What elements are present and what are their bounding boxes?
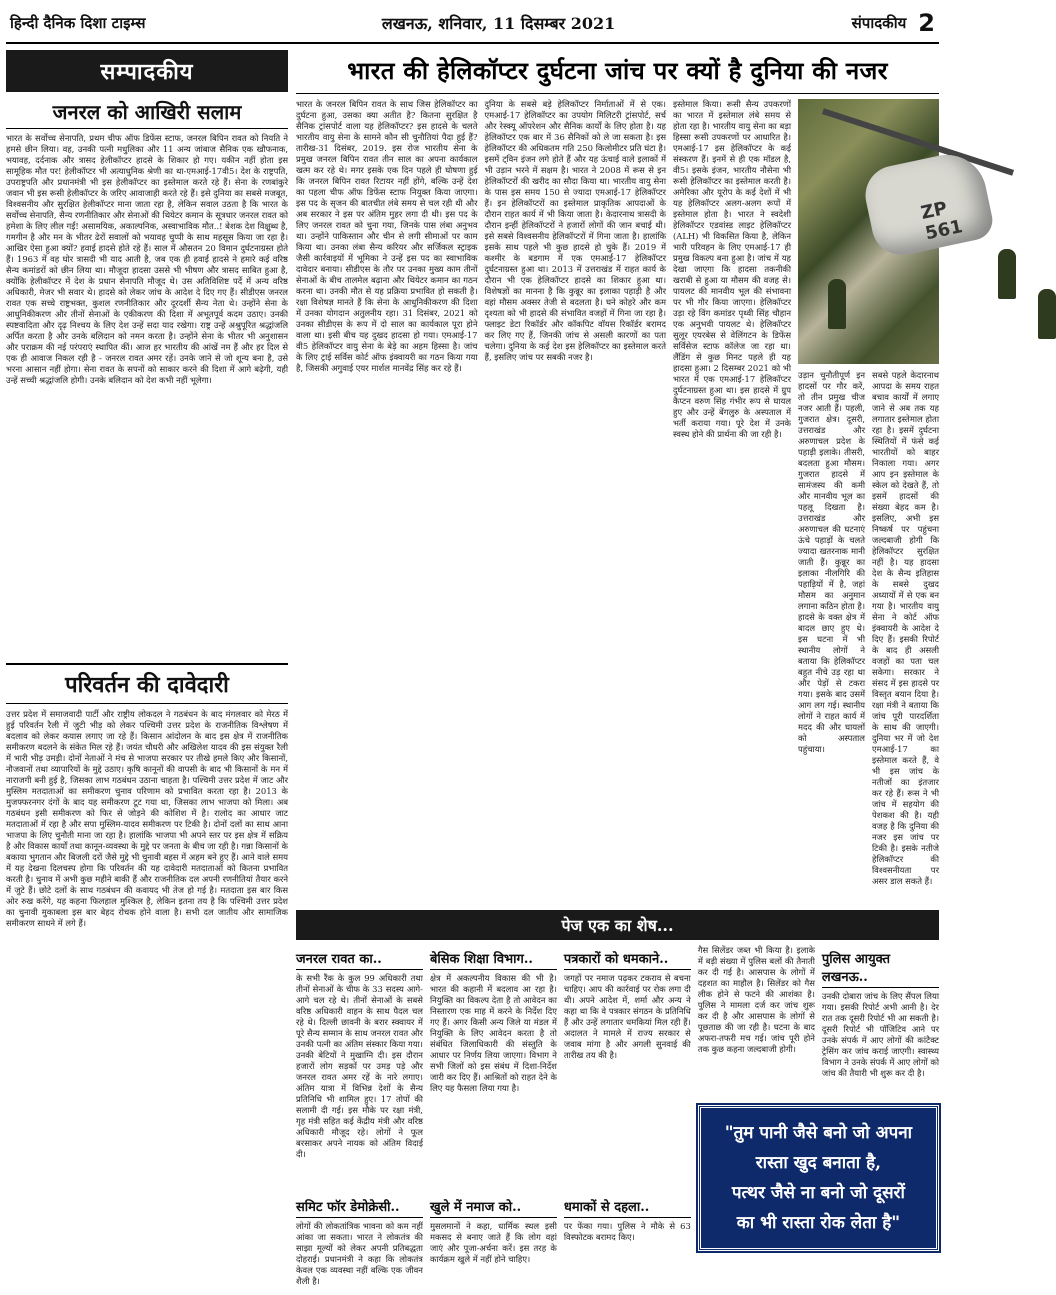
continuation-body: जगहों पर नमाज पढ़कर टकराव से बचना चाहिए। आप की कार्रवाई पर रोक लगा दी थी। अपने आदेश में, शर्मा और अन्य ने कहा था कि वे पत्रकार संगठन के प्रतिनिधि हैं और उन्हें लगातार धमकियां मिल रही हैं। अदालत ने मामले में राज्य सरकार से जवाब मांगा है और अगली सुनवाई की तारीख तय की है। xyxy=(563,973,691,1060)
peja-banner: पेज एक का शेष... xyxy=(296,910,939,940)
quote-line: "तुम पानी जैसे बनो जो अपना xyxy=(724,1123,913,1143)
continuation-body: पर फेंका गया। पुलिस ने मौके से 63 विस्फोटक बरामद किए। xyxy=(563,1221,691,1242)
continuation-body: उनकी दोबारा जांच के लिए सैंपल लिया गया। इसकी रिपोर्ट अभी आनी है। देर रात तक दूसरी रिपोर्ट भी आ सकती है। दूसरी रिपोर्ट भी पॉजिटिव आने पर उनके संपर्क में आए लोगों की कांटैक्ट ट्रेसिंग कर जांच कराई जाएगी। स्वास्थ्य विभाग ने उनके संपर्क में आए लोगों को जांच की तैयारी भी शुरू कर दी है। xyxy=(821,991,939,1078)
page-number: 2 xyxy=(918,9,935,37)
continuation-body: गैस सिलेंडर जब्त भी किया है। इलाके में बड़ी संख्या में पुलिस बलों की तैनाती कर दी गई है। आसपास के लोगों में दहशत का माहौल है। सिलेंडर को गैस लीक होने से फटने की आशंका है। पुलिस ने मामला दर्ज कर जांच शुरू कर दी है और आसपास के लोगों से पूछताछ की जा रही है। घटना के बाद अफरा-तफरी मच गई। जांच पूरी होने तक कुछ कहना जल्दबाजी होगी। xyxy=(697,945,815,1054)
continuation-title: जनरल रावत का.. xyxy=(296,949,423,970)
continuation-body: के सभी रैंक के कुल 99 अधिकारी तथा तीनों सेनाओं के चीफ के 33 सदस्य आगे-आगे चल रहे थे। तीनों सेनाओं के सबसे वरिष्ठ अधिकारी वाहन के साथ पैदल चल रहे थे। दिल्ली छावनी के बरार स्क्वायर में पूरे सैन्य सम्मान के साथ जनरल रावत और उनकी पत्नी का अंतिम संस्कार किया गया। उनकी बेटियों ने मुखाग्नि दी। इस दौरान हजारों लोग सड़कों पर उमड़ पड़े और जनरल रावत अमर रहें के नारे लगाए। अंतिम यात्रा में विभिन्न देशों के सैन्य प्रतिनिधि भी शामिल हुए। 17 तोपों की सलामी दी गई। इस मौके पर रक्षा मंत्री, गृह मंत्री सहित कई केंद्रीय मंत्री और वरिष्ठ अधिकारी मौजूद रहे। लोगों ने फूल बरसाकर अपने नायक को अंतिम विदाई दी। xyxy=(296,973,423,1159)
continuation-title: पत्रकारों को धमकाने.. xyxy=(564,949,691,970)
continuation-title: बेसिक शिक्षा विभाग.. xyxy=(430,949,557,970)
editorial-body: भारत के सर्वोच्च सेनापति, प्रथम चीफ ऑफ डिफेंस स्टाफ, जनरल बिपिन रावत को नियति ने हमसे छीन लिया। वह, उनकी पत्नी मधुलिका और 11 अन्य जांबाज सैनिक एक खौफनाक, भयावह, दर्दनाक और त्रासद हेलीकॉप्टर हादसे के शिकार हो गए। यकीन नहीं होता इस सामूहिक मौत पर! हेलीकॉप्टर भी अत्याधुनिक श्रेणी का था-एमआई-17वी5। देश के राष्ट्रपति, उपराष्ट्रपति और प्रधानमंत्री भी इस हेलीकॉप्टर का इस्तेमाल करते रहे हैं। सेना के रणबांकुरे जवान भी इस रूसी हेलीकॉप्टर के जरिए आवाजाही करते रहे हैं। इसे दुनिया का सबसे मजबूत, विश्वसनीय और सुरक्षित हेलीकॉप्टर माना जाता रहा है, लेकिन सवाल उठता है कि भारत के सर्वोच्च सेनापति, सैन्य रणनीतिकार और सेनाओं की थियेटर कमान के सूत्रधार जनरल रावत को हमेशा के लिए लील गईं! असामयिक, अकाल्पनिक, अस्वाभाविक मौत..! बेशक देश विक्षुब्ध है, गमगीन है और मन के भीतर ढेरों सवालों को भयावह चुप्पी के साथ महसूस किया जा रहा है। आखिर ऐसा हुआ क्यों? हवाई हादसे होते रहे हैं। साल में औसतन 20 विमान दुर्घटनाग्रस्त होते हैं। 1963 में वह घोर त्रासदी भी याद आती है, जब एक ही हवाई हादसे ने हमारे कई वरिष्ठ सैन्य कमांडरों को छीन लिया था। मौजूदा हादसा उससे भी भीषण और त्रासद साबित हुआ है, क्योंकि हेलीकॉप्टर में देश के प्रधान सेनापति मौजूद थे। उस अतिविशिष्ट पर्दे में अन्य वरिष्ठ अधिकारी, मेजर भी सवार थे। हादसे को लेकर जांच के आदेश दे दिए गए हैं। सीडीएस जनरल रावत एक सच्चे राष्ट्रभक्त, कुशल रणनीतिकार और दूरदर्शी सैन्य नेता थे। उन्होंने सेना के आधुनिकीकरण और तीनों सेनाओं के एकीकरण की दिशा में अभूतपूर्व कदम उठाए। उनकी स्पष्टवादिता और दृढ़ निश्चय के लिए देश उन्हें सदा याद रखेगा। राष्ट्र उन्हें अश्रुपूरित श्रद्धांजलि अर्पित करता है और उनके बलिदान को नमन करता है। उन्होंने सेना के भीतर भी अनुशासन और पराक्रम की नई परंपराएं स्थापित कीं। आज हर भारतीय की आंखें नम हैं और हर दिल से एक ही आवाज निकल रही है - जनरल रावत अमर रहें। उनके जाने से जो शून्य बना है, उसे भरना आसान नहीं होगा। सेना रावत के सपनों को साकार करने की दिशा में आगे बढ़ेगी, यही उन्हें सच्ची श्रद्धांजलि होगी। उनके बलिदान को देश कभी नहीं भूलेगा। xyxy=(6,133,288,385)
quote-box xyxy=(698,1105,939,1251)
dateline: लखनऊ, शनिवार, 11 दिसम्बर 2021 xyxy=(381,14,616,33)
editorial-title: जनरल को आखिरी सलाम xyxy=(6,98,288,129)
continuation-title: धमाकों से दहला.. xyxy=(564,1197,691,1218)
peja-section xyxy=(296,910,939,1291)
crash-photo xyxy=(798,99,965,364)
continuation-title: समिट फॉर डेमोक्रेसी.. xyxy=(296,1197,423,1218)
davedari-body: उत्तर प्रदेश में समाजवादी पार्टी और राष्ट्रीय लोकदल ने गठबंधन के बाद मंगलवार को मेरठ में हुई परिवर्तन रैली में जुटी भीड़ को लेकर पश्चिमी उत्तर प्रदेश के राजनीतिक विश्लेषण में बदलाव को लेकर कयास लगाए जा रहे हैं। किसान आंदोलन के बाद इस क्षेत्र में राजनीतिक समीकरण बदलने के संकेत मिल रहे हैं। जयंत चौधरी और अखिलेश यादव की इस संयुक्त रैली में भारी भीड़ उमड़ी। दोनों नेताओं ने मंच से भाजपा सरकार पर तीखे हमले किए और किसानों, नौजवानों तथा व्यापारियों के मुद्दे उठाए। कृषि कानूनों की वापसी के बाद भी किसानों के मन में नाराजगी बनी हुई है, जिसका लाभ गठबंधन उठाना चाहता है। पश्चिमी उत्तर प्रदेश में जाट और मुस्लिम मतदाताओं का समीकरण चुनाव परिणाम को प्रभावित करता रहा है। 2013 के मुजफ्फरनगर दंगों के बाद यह समीकरण टूट गया था, जिसका लाभ भाजपा को मिला। अब गठबंधन इसी समीकरण को फिर से जोड़ने की कोशिश में है। रालोद का आधार जाट मतदाताओं में रहा है और सपा मुस्लिम-यादव समीकरण पर टिकी है। दोनों दलों का साथ आना भाजपा के लिए चुनौती माना जा रहा है। हालांकि भाजपा भी अपने स्तर पर इस क्षेत्र में सक्रिय है और विकास कार्यों तथा कानून-व्यवस्था के मुद्दे पर जनता के बीच जा रही है। गन्ना किसानों के बकाया भुगतान और बिजली दरों जैसे मुद्दे भी चुनावी बहस में अहम बने हुए हैं। आने वाले समय में यह देखना दिलचस्प होगा कि परिवर्तन की यह दावेदारी मतदाताओं को कितना प्रभावित करती है। चुनाव में अभी कुछ महीने बाकी हैं और राजनीतिक दल अपनी रणनीतियां तैयार करने में जुटे हैं। छोटे दलों के साथ गठबंधन की कवायद भी तेज हो गई है। मतदाता इस बार किस ओर रुख करेंगे, यह कहना फिलहाल मुश्किल है, लेकिन इतना तय है कि पश्चिमी उत्तर प्रदेश का चुनावी मुकाबला इस बार बेहद रोचक होने वाला है। सभी दल जातीय और सामाजिक समीकरण साधने में लगे हैं। xyxy=(6,709,288,928)
quote-line: पत्थर जैसे ना बनो जो दूसरों xyxy=(731,1183,905,1203)
quote-line: का भी रास्ता रोक लेता है" xyxy=(736,1213,901,1233)
article-col-2: दुनिया के सबसे बड़े हेलिकॉप्टर निर्माताओं में से एक। एमआई-17 हेलिकॉप्टर का उपयोग मिलिटरी ट्रांसपोर्ट, सर्च और रेस्क्यू ऑपरेशन और सैनिक कार्यों के लिए होता है। यह हेलिकॉप्टर एक बार में 36 सैनिकों को ले जा सकता है। इस हेलिकॉप्टर की अधिकतम गति 250 किलोमीटर प्रति घंटा है। इसमें ट्विन इंजन लगे होते हैं और यह ऊंचाई वाले इलाकों में भी उड़ान भरने में सक्षम है। भारत ने 2008 में रूस से इन हेलिकॉप्टरों की खरीद का सौदा किया था। भारतीय वायु सेना के पास इस समय 150 से ज्यादा एमआई-17 हेलिकॉप्टर हैं। इन हेलिकॉप्टरों का इस्तेमाल प्राकृतिक आपदाओं के दौरान राहत कार्य में भी किया जाता है। केदारनाथ त्रासदी के दौरान इन्हीं हेलिकॉप्टरों ने हजारों लोगों की जान बचाई थी। इसे सबसे विश्वसनीय हेलिकॉप्टरों में गिना जाता है। हालांकि इसके साथ पहले भी कुछ हादसे हो चुके हैं। 2019 में कश्मीर के बडगाम में एक एमआई-17 हेलिकॉप्टर दुर्घटनाग्रस्त हुआ था। 2013 में उत्तराखंड में राहत कार्य के दौरान भी एक हेलिकॉप्टर हादसे का शिकार हुआ था। विशेषज्ञों का मानना है कि कुन्नूर का इलाका पहाड़ी है और वहां मौसम अक्सर तेजी से बदलता है। घने कोहरे और कम दृश्यता को भी हादसे की संभावित वजहों में गिना जा रहा है। फ्लाइट डेटा रिकॉर्डर और कॉकपिट वॉयस रिकॉर्डर बरामद कर लिए गए हैं, जिनकी जांच से असली कारणों का पता चलेगा। दुनिया के कई देश इस हेलिकॉप्टर का इस्तेमाल करते हैं, इसलिए जांच पर सबकी नजर है। xyxy=(484,99,666,362)
continuation-title: पुलिस आयुक्त लखनऊ.. xyxy=(822,949,939,988)
continuation-body: मुसलमानों ने कहा, धार्मिक स्थल इसी मकसद से बनाए जाते हैं कि लोग वहां जाएं और पूजा-अर्चना करें। इस तरह के कार्यक्रम खुले में नहीं होने चाहिए। xyxy=(429,1221,557,1264)
quote-line: रास्ता खुद बनाता है, xyxy=(755,1153,882,1173)
section-name: संपादकीय xyxy=(851,14,907,32)
main-headline: भारत की हेलिकॉप्टर दुर्घटना जांच पर क्यों है दुनिया की नजर xyxy=(296,50,939,94)
helicopter-registration: ZP 561 xyxy=(919,197,965,245)
editorial-banner: सम्पादकीय xyxy=(6,50,288,92)
continuation-body: क्षेत्र में अकल्पनीय विकास की भी है। भारत की कहानी में बदलाव आ रहा है। नियुक्ति का विकल्प देता है तो आवेदन का निस्तारण एक माह में करने के निर्देश दिए गए हैं। अगर किसी अन्य जिले या मंडल में नियुक्ति के लिए आवेदन करता है तो संबंधित जिलाधिकारी की संस्तुति के आधार पर निर्णय लिया जाएगा। विभाग ने सभी जिलों को इस संबंध में दिशा-निर्देश जारी कर दिए हैं। आश्रितों को राहत देने के लिए यह फैसला लिया गया है। xyxy=(429,973,557,1093)
continuation-body: लोगों की लोकतांत्रिक भावना को कम नहीं आंका जा सकता। भारत ने लोकतंत्र की साझा मूल्यों को लेकर अपनी प्रतिबद्धता दोहराई। प्रधानमंत्री ने कहा कि लोकतंत्र केवल एक व्यवस्था नहीं बल्कि एक जीवन शैली है। xyxy=(296,1221,423,1286)
editorial-column xyxy=(6,50,288,1291)
article-col-5: सबसे पहले केदारनाथ आपदा के समय राहत बचाव कार्यों में लगाए जाने से अब तक यह लगातार इस्तेमाल होता रहा है। इसमें दुर्घटना स्थितियों में फंसे कई भारतीयों को बाहर निकाला गया। अगर आप इन इस्तेमाल के स्केल को देखते हैं, तो इसमें हादसों की संख्या बेहद कम है। इसलिए, अभी इस निष्कर्ष पर पहुंचना जल्दबाजी होगी कि हेलिकॉप्टर सुरक्षित नहीं है। यह हादसा देश के सैन्य इतिहास के सबसे दुखद अध्यायों में से एक बन गया है। भारतीय वायु सेना ने कोर्ट ऑफ इंक्वायरी के आदेश दे दिए हैं। इसकी रिपोर्ट के बाद ही असली वजहों का पता चल सकेगा। सरकार ने संसद में इस हादसे पर विस्तृत बयान दिया है। रक्षा मंत्री ने बताया कि जांच पूरी पारदर्शिता के साथ की जाएगी। दुनिया भर में जो देश एमआई-17 का इस्तेमाल करते हैं, वे भी इस जांच के नतीजों का इंतजार कर रहे हैं। रूस ने भी जांच में सहयोग की पेशकश की है। यही वजह है कि दुनिया की नजर इस जांच पर टिकी है। इसके नतीजे हेलिकॉप्टर की विश्वसनीयता पर असर डाल सकते हैं। xyxy=(872,370,939,886)
continuation-title: खुले में नमाज को.. xyxy=(430,1197,557,1218)
masthead xyxy=(6,4,939,44)
paper-name: हिन्दी दैनिक दिशा टाइम्स xyxy=(10,14,146,32)
article-col-4: उड़ान चुनौतीपूर्ण इन हादसों पर गौर करें, तो तीन प्रमुख चीज नजर आती हैं। पहली, गुजरात क्षेत्र। दूसरी, उत्तराखंड और अरुणाचल प्रदेश के पहाड़ी इलाके। तीसरी, बदलता हुआ मौसम। गुजरात हादसे में सामंजस्य की कमी और मानवीय भूल का पहलू दिखता है। उत्तराखंड और अरुणाचल की घटनाएं ऊंचे पहाड़ों के चलते ज्यादा खतरनाक मानी जाती हैं। कुन्नूर का इलाका नीलगिरि की पहाड़ियों में है, जहां मौसम का अनुमान लगाना कठिन होता है। हादसे के वक्त क्षेत्र में बादल छाए हुए थे। इस घटना में भी स्थानीय लोगों ने बताया कि हेलिकॉप्टर बहुत नीचे उड़ रहा था और पेड़ों से टकरा गया। इसके बाद उसमें आग लग गई। स्थानीय लोगों ने राहत कार्य में मदद की और घायलों को अस्पताल पहुंचाया। xyxy=(798,370,865,754)
article-col-3: इस्तेमाल किया। रूसी सैन्य उपकरणों का भारत में इस्तेमाल लंबे समय से होता रहा है। भारतीय वायु सेना का बड़ा हिस्सा रूसी उपकरणों पर आधारित है। एमआई-17 इस हेलिकॉप्टर के कई संस्करण हैं। इनमें से ही एक मॉडल है, वी5। इसके इंजन, भारतीय नौसेना भी रूसी हेलिकॉप्टर का इस्तेमाल करती है। अमेरिका और यूरोप के कई देशों में भी यह हेलिकॉप्टर अलग-अलग रूपों में इस्तेमाल होता है। भारत ने स्वदेशी हेलिकॉप्टर एडवांस्ड लाइट हेलिकॉप्टर (ALH) भी विकसित किया है, लेकिन भारी परिवहन के लिए एमआई-17 ही प्रमुख विकल्प बना हुआ है। जांच में यह देखा जाएगा कि हादसा तकनीकी खराबी से हुआ या मौसम की वजह से। पायलट की मानवीय भूल की संभावना पर भी गौर किया जाएगा। हेलिकॉप्टर उड़ा रहे विंग कमांडर पृथ्वी सिंह चौहान एक अनुभवी पायलट थे। हेलिकॉप्टर सुलूर एयरबेस से वेलिंगटन के डिफेंस सर्विसेज स्टाफ कॉलेज जा रहा था। लैंडिंग से कुछ मिनट पहले ही यह हादसा हुआ। 2 दिसम्बर 2021 को भी भारत में एक एमआई-17 हेलिकॉप्टर दुर्घटनाग्रस्त हुआ था। इस हादसे में ग्रुप कैप्टन वरुण सिंह गंभीर रूप से घायल हुए और उन्हें बेंगलुरु के अस्पताल में भर्ती कराया गया। पूरे देश में उनके स्वस्थ होने की प्रार्थना की जा रही है। xyxy=(673,99,791,439)
davedari-title: परिवर्तन की दावेदारी xyxy=(6,663,288,704)
article-col-1: भारत के जनरल बिपिन रावत के साथ जिस हेलिकॉप्टर का दुर्घटना हुआ, उसका क्या अतीत है? कितना सुरक्षित है सैनिक ट्रांसपोर्ट वाला यह हेलिकॉप्टर? इस हादसे के चलते भारतीय वायु सेना के सामने कौन सी चुनौतियां पैदा हुई हैं? तारीख-31 दिसंबर, 2019. इस रोज भारतीय सेना के प्रमुख जनरल बिपिन रावत तीन साल का अपना कार्यकाल खत्म कर रहे थे। मगर इसके एक दिन पहले ही घोषणा हुई कि जनरल बिपिन रावत रिटायर नहीं होंगे, बल्कि उन्हें देश का पहला चीफ ऑफ डिफेंस स्टाफ नियुक्त किया जाएगा। इस पद के सृजन की बातचीत लंबे समय से चल रही थी और अब सरकार ने इस पर अंतिम मुहर लगा दी थी। इस पद के लिए जनरल रावत को चुना गया, जिनके पास लंबा अनुभव था। उन्होंने पाकिस्तान और चीन से लगी सीमाओं पर काम किया था। उनका लंबा सैन्य करियर और सर्जिकल स्ट्राइक जैसी कार्रवाइयों में भूमिका ने उन्हें इस पद का स्वाभाविक दावेदार बनाया। सीडीएस के तौर पर उनका मुख्य काम तीनों सेनाओं के बीच तालमेल बढ़ाना और थियेटर कमान का गठन करना था। उनकी मौत से यह प्रक्रिया प्रभावित हो सकती है। रक्षा विशेषज्ञ मानते हैं कि सेना के आधुनिकीकरण की दिशा में उनका योगदान अतुलनीय रहा। 31 दिसंबर, 2021 को उनका सीडीएस के रूप में दो साल का कार्यकाल पूरा होने वाला था। इसी बीच यह दुखद हादसा हो गया। एमआई-17 वी5 हेलिकॉप्टर वायु सेना के बेड़े का अहम हिस्सा है। जांच के लिए ट्राई सर्विस कोर्ट ऑफ इंक्वायरी का गठन किया गया है, जिसकी अगुवाई एयर मार्शल मानवेंद्र सिंह कर रहे हैं। xyxy=(296,99,478,373)
